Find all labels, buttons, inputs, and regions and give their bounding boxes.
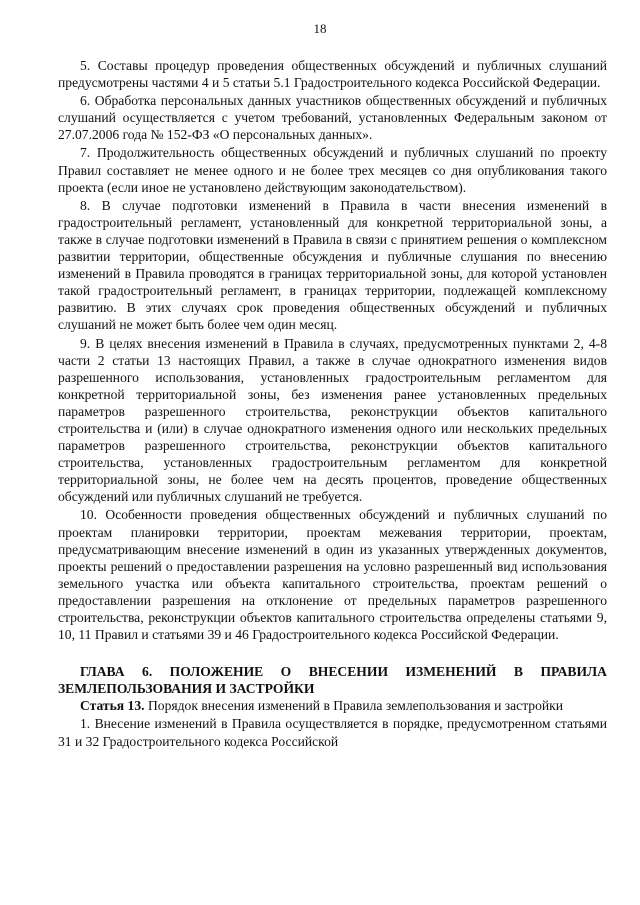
paragraph-8: 8. В случае подготовки изменений в Правила в части внесения изменений в градостроительный регламент, установленный для конкретной территориальной зоны, а также в случае подготовки изменений в Правила в связи с принятием решения о комплексном развитии территории, общественные обсуждения и публичные слушания по внесению изменений в Правила проводятся в границах территориальной зоны, для которой установлен такой градостроительный регламент, в границах территории, подлежащей комплексному развитию. В этих случаях срок проведения общественных обсуждений и публичных слушаний не может быть более чем один месяц.: [58, 197, 607, 333]
article-label: Статья 13.: [80, 698, 145, 714]
article-title: Порядок внесения изменений в Правила землепользования и застройки: [147, 698, 564, 714]
paragraph-5: 5. Составы процедур проведения общественных обсуждений и публичных слушаний предусмотрены частями 4 и 5 статьи 5.1 Градостроительного кодекса Российской Федерации.: [58, 58, 607, 91]
article-heading: [58, 697, 607, 714]
paragraph-6: 6. Обработка персональных данных участников общественных обсуждений и публичных слушаний осуществляется с учетом требований, установленных Федеральным законом от 27.07.2006 года № 152-ФЗ «О персональных данных».: [58, 93, 607, 143]
paragraph-7: 7. Продолжительность общественных обсуждений и публичных слушаний по проекту Правил составляет не менее одного и не более трех месяцев со дня опубликования такого проекта (если иное не установлено действующим законодательством).: [58, 145, 607, 195]
page-number: 18: [313, 21, 327, 36]
chapter-heading: ГЛАВА 6. ПОЛОЖЕНИЕ О ВНЕСЕНИИ ИЗМЕНЕНИЙ В ПРАВИЛА ЗЕМЛЕПОЛЬЗОВАНИЯ И ЗАСТРОЙКИ: [58, 664, 607, 697]
document-body: [58, 57, 607, 750]
paragraph-10: 10. Особенности проведения общественных обсуждений и публичных слушаний по проектам планировки территории, проектам межевания территории, проектам, предусматривающим внесение изменений в один из указанных утвержденных документов, проекты решений о предоставлении разрешения на условно разрешенный вид использования земельного участка или объекта капитального строительства, проектам решений о предоставлении разрешения на отклонение от предельных параметров разрешенного строительства, реконструкции объектов капитального строительства определены статьями 9, 10, 11 Правил и статьями 39 и 46 Градостроительного кодекса Российской Федерации.: [58, 507, 607, 643]
article-paragraph-1: 1. Внесение изменений в Правила осуществляется в порядке, предусмотренном статьями 31 и 32 Градостроительного кодекса Российской: [58, 716, 607, 749]
paragraph-9: 9. В целях внесения изменений в Правила в случаях, предусмотренных пунктами 2, 4-8 части 2 статьи 13 настоящих Правил, а также в случае однократного изменения видов разрешенного использования, установленных градостроительным регламентом для конкретной территориальной зоны, без изменения ранее установленных предельных параметров разрешенного строительства, реконструкции объектов капитального строительства и (или) в случае однократного изменения одного или нескольких предельных параметров разрешенного строительства, реконструкции объектов капитального строительства, установленных градостроительным регламентом для конкретной территориальной зоны, не более чем на десять процентов, проведение общественных обсуждений или публичных слушаний не требуется.: [58, 335, 607, 505]
